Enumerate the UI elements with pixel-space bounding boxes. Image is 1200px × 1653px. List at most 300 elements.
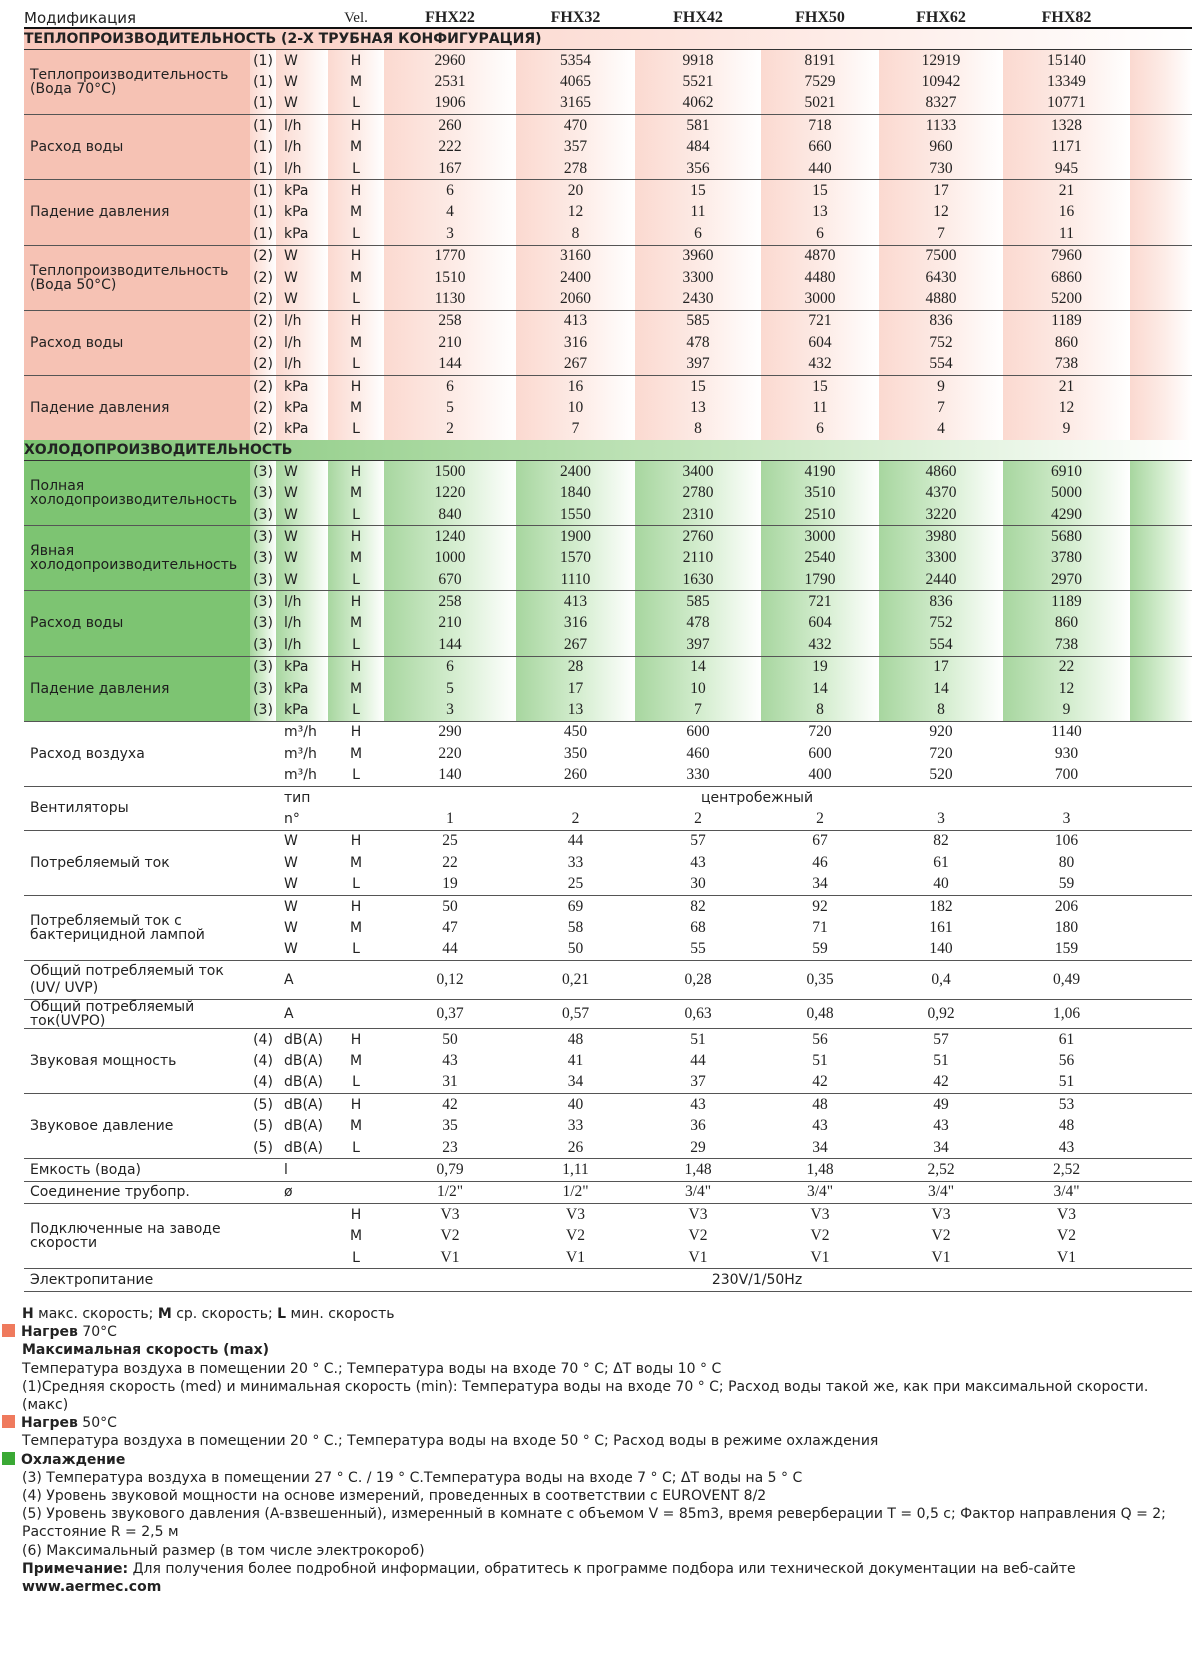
unit: kPa	[276, 397, 328, 418]
value-cell: 6	[384, 375, 516, 397]
row-spacer	[1130, 656, 1192, 678]
ref-note	[250, 873, 276, 895]
value-cell: 5021	[761, 93, 879, 115]
value-cell: 14	[761, 678, 879, 699]
unit: n°	[284, 810, 300, 827]
speed	[328, 1000, 384, 1029]
speed: M	[349, 854, 363, 871]
value-cell: V3	[879, 1204, 1003, 1226]
unit: kPa	[276, 180, 328, 202]
ref-note: (3)	[250, 461, 276, 483]
row-label: Вентиляторы	[24, 786, 250, 830]
value-cell: 10	[635, 678, 761, 699]
speed: H	[328, 375, 384, 397]
heat70-conditions: Температура воздуха в помещении 20 ° C.; Температура воды на входе 70 ° C; ΔT воды 10 ° C	[22, 1360, 722, 1377]
value-cell: 470	[516, 115, 635, 137]
value-cell: 0,49	[1003, 961, 1130, 1000]
value-cell: 2400	[516, 461, 635, 483]
ref-note: (1)	[250, 158, 276, 180]
value-cell: 13	[635, 397, 761, 418]
value-cell: 51	[933, 1052, 949, 1070]
value-cell: 42	[933, 1073, 949, 1091]
speed: H	[328, 180, 384, 202]
value-cell: 460	[686, 744, 710, 762]
unit: ø	[276, 1181, 328, 1203]
value-cell: V2	[1057, 1227, 1076, 1245]
table-row	[24, 50, 1192, 72]
value-cell: 15	[635, 180, 761, 202]
unit: dB(A)	[284, 1074, 323, 1091]
row-spacer	[1130, 569, 1192, 591]
footnotes	[22, 1305, 1182, 1596]
value-cell: 57	[635, 830, 761, 852]
value-cell: 1,06	[1003, 1000, 1130, 1029]
ref-note: (1)	[250, 50, 276, 72]
row-spacer	[1130, 852, 1192, 873]
value-cell: 8	[761, 699, 879, 721]
value-cell: 2	[384, 419, 516, 440]
row-spacer	[1130, 375, 1192, 397]
value-cell: 397	[635, 353, 761, 375]
speed: L	[352, 1139, 360, 1156]
value-cell: 33	[567, 1117, 584, 1135]
row-label: Общий потребляемый ток (UV/ UVP)	[24, 961, 250, 1000]
value-cell: 43	[933, 1117, 949, 1135]
ref-note	[250, 1000, 276, 1029]
value-cell: 738	[1003, 353, 1130, 375]
value-cell: 167	[384, 158, 516, 180]
value-cell: 1570	[516, 548, 635, 569]
value-cell: 8191	[761, 50, 879, 72]
value-cell: 21	[1003, 180, 1130, 202]
unit: kPa	[276, 678, 328, 699]
value-cell: 29	[690, 1138, 706, 1156]
value-cell: 67	[761, 830, 879, 852]
speed: L	[328, 223, 384, 245]
speed: L	[328, 288, 384, 310]
value-cell: 1000	[384, 548, 516, 569]
unit: W	[276, 288, 328, 310]
speed: H	[328, 461, 384, 483]
value-cell: 1,48	[635, 1159, 761, 1181]
value-cell: 48	[761, 1094, 879, 1116]
unit: l/h	[276, 353, 328, 375]
note-1: (1)Средняя скорость (med) и минимальная скорость (min): Температура воды на входе 70 ° C; Расход воды такой же, как при максимальной скорости. (макс)	[22, 1378, 1149, 1414]
value-cell: 42	[384, 1094, 516, 1116]
unit: W	[276, 569, 328, 591]
heat50-conditions: Температура воздуха в помещении 20 ° C.; Температура воды на входе 50 ° C; Расход воды в режиме охлаждения	[22, 1433, 879, 1450]
value-cell: 59	[812, 940, 828, 958]
speed: H	[328, 50, 384, 72]
row-spacer	[1130, 461, 1192, 483]
value-cell: 15	[635, 375, 761, 397]
value-cell: 1130	[384, 288, 516, 310]
speed: M	[328, 678, 384, 699]
col-header-model: FHX50	[761, 8, 879, 28]
unit: dB(A)	[284, 1053, 323, 1070]
value-cell: 51	[1058, 1073, 1075, 1091]
value-cell: 0,79	[384, 1159, 516, 1181]
value-cell: 2,52	[879, 1159, 1003, 1181]
col-header-model: FHX42	[635, 8, 761, 28]
value-cell: 1,48	[761, 1159, 879, 1181]
row-spacer	[1130, 678, 1192, 699]
value-cell: 1189	[1003, 591, 1130, 613]
value-cell: 55	[690, 940, 706, 958]
unit: kPa	[276, 656, 328, 678]
ref-note: (3)	[250, 699, 276, 721]
value-cell: 3	[1062, 809, 1071, 827]
speed	[328, 808, 384, 830]
value-cell: 267	[516, 353, 635, 375]
row-spacer	[1130, 115, 1192, 137]
ref-note: (5)	[250, 1094, 276, 1116]
value-cell: V1	[931, 1248, 951, 1266]
col-header-modification: Модификация	[24, 8, 328, 28]
value-cell: 19	[761, 656, 879, 678]
value-cell: 604	[761, 613, 879, 634]
note-6: (6) Максимальный размер (в том числе электрокороб)	[22, 1542, 425, 1559]
value-cell: 290	[384, 721, 516, 743]
speed: M	[328, 613, 384, 634]
value-cell: 5000	[1003, 482, 1130, 503]
speed: L	[328, 504, 384, 526]
value-cell: 1328	[1003, 115, 1130, 137]
speed: L	[352, 1074, 360, 1091]
value-cell: 11	[1003, 223, 1130, 245]
unit	[276, 1247, 328, 1269]
row-spacer	[1130, 743, 1192, 764]
value-cell: 17	[879, 180, 1003, 202]
value-cell: 2970	[1003, 569, 1130, 591]
row-spacer	[1130, 786, 1192, 808]
value-cell: 1630	[635, 569, 761, 591]
value-cell: 2310	[635, 504, 761, 526]
value-cell: 41	[567, 1052, 584, 1070]
value-cell: 316	[516, 613, 635, 634]
table-row	[24, 786, 1192, 808]
value-cell: 3300	[879, 548, 1003, 569]
table-row	[24, 115, 1192, 137]
ref-note	[250, 939, 276, 961]
value-cell: 700	[1054, 766, 1079, 784]
unit: W	[276, 267, 328, 288]
ref-note: (3)	[250, 613, 276, 634]
row-spacer	[1130, 180, 1192, 202]
value-cell: 3220	[879, 504, 1003, 526]
value-cell: 1500	[384, 461, 516, 483]
value-cell: 3	[937, 809, 945, 827]
speed: H	[328, 895, 384, 917]
value-cell: 30	[690, 875, 706, 893]
unit	[276, 1226, 328, 1247]
row-label: Соединение трубопр.	[24, 1181, 250, 1203]
value-cell: 40	[933, 875, 949, 893]
row-spacer	[1130, 1181, 1192, 1203]
ref-note: (2)	[250, 397, 276, 418]
value-cell: 210	[384, 332, 516, 353]
value-cell: 840	[384, 504, 516, 526]
value-cell: 59	[1058, 875, 1075, 893]
value-cell: 484	[635, 137, 761, 158]
value-cell: 4065	[516, 71, 635, 92]
value-cell: V1	[566, 1248, 585, 1266]
note-3: (3) Температура воздуха в помещении 27 ° C. / 19 ° C.Температура воды на входе 7 ° C; ΔT воды на 5 ° C	[22, 1469, 803, 1486]
value-cell: 43	[812, 1117, 828, 1135]
row-spacer	[1130, 1269, 1192, 1291]
value-cell: 554	[879, 353, 1003, 375]
ref-note: (4)	[253, 1053, 273, 1070]
value-cell: 0,92	[879, 1000, 1003, 1029]
ref-note: (4)	[253, 1074, 273, 1091]
unit: W	[284, 854, 298, 871]
row-spacer	[1130, 939, 1192, 961]
section-title: ХОЛОДОПРОИЗВОДИТЕЛЬНОСТЬ	[24, 440, 1192, 461]
speed	[328, 786, 384, 808]
col-header-model: FHX22	[384, 8, 516, 28]
speed: M	[349, 745, 363, 762]
unit: W	[276, 71, 328, 92]
value-cell: 82	[635, 895, 761, 917]
value-cell: V2	[566, 1227, 585, 1245]
value-cell: 278	[516, 158, 635, 180]
value-cell: 2	[694, 809, 702, 827]
value-cell: 9918	[635, 50, 761, 72]
ref-note: (1)	[250, 137, 276, 158]
value-cell: 56	[761, 1029, 879, 1051]
table-row	[24, 591, 1192, 613]
value-cell: 46	[812, 853, 828, 871]
value-cell: 960	[879, 137, 1003, 158]
section-title: ТЕПЛОПРОИЗВОДИТЕЛЬНОСТЬ (2-Х ТРУБНАЯ КОНФИГУРАЦИЯ)	[24, 28, 1192, 50]
value-cell: V3	[1003, 1204, 1130, 1226]
value-cell: 4062	[635, 93, 761, 115]
value-cell: 440	[761, 158, 879, 180]
speed: H	[328, 526, 384, 548]
col-header-model: FHX32	[516, 8, 635, 28]
table-row	[24, 1159, 1192, 1181]
speed: H	[328, 591, 384, 613]
value-cell: 604	[761, 332, 879, 353]
row-spacer	[1130, 353, 1192, 375]
value-cell: 16	[1003, 202, 1130, 223]
spec-table	[24, 8, 1192, 1292]
header-spacer	[1130, 8, 1192, 28]
value-cell: V2	[810, 1227, 830, 1245]
value-cell: 53	[1003, 1094, 1130, 1116]
unit: W	[276, 93, 328, 115]
unit: kPa	[276, 419, 328, 440]
ref-note: (1)	[250, 180, 276, 202]
value-cell: 4860	[879, 461, 1003, 483]
speed: L	[328, 419, 384, 440]
value-cell: 6	[384, 656, 516, 678]
value-cell: 6	[761, 223, 879, 245]
value-cell: 718	[761, 115, 879, 137]
value-cell: 2440	[879, 569, 1003, 591]
row-spacer	[1130, 1226, 1192, 1247]
value-cell: 3	[384, 699, 516, 721]
value-cell: V2	[440, 1227, 460, 1245]
value-cell: 144	[384, 353, 516, 375]
row-spacer	[1130, 1159, 1192, 1181]
website-link[interactable]: www.aermec.com	[22, 1579, 162, 1596]
unit: kPa	[276, 375, 328, 397]
value-cell: 752	[879, 332, 1003, 353]
value-cell: 0,12	[384, 961, 516, 1000]
heating-swatch	[2, 1415, 15, 1428]
speed: M	[349, 919, 363, 936]
ref-note: (3)	[250, 526, 276, 548]
ref-note: (3)	[250, 634, 276, 656]
value-cell: 61	[933, 853, 949, 871]
speed: H	[328, 310, 384, 332]
unit: m³/h	[276, 721, 328, 743]
speed: H	[328, 1204, 384, 1226]
speed: M	[328, 137, 384, 158]
value-cell: 4870	[761, 245, 879, 267]
row-spacer	[1130, 397, 1192, 418]
table-row	[24, 656, 1192, 678]
row-label: Общий потребляемый ток(UVPO)	[24, 1000, 250, 1029]
value-cell: 0,35	[761, 961, 879, 1000]
value-cell: 2540	[761, 548, 879, 569]
value-cell: 3000	[761, 526, 879, 548]
value-cell: 69	[516, 895, 635, 917]
value-cell: 2400	[516, 267, 635, 288]
value-cell: 8327	[879, 93, 1003, 115]
value-cell: 860	[1003, 332, 1130, 353]
row-label: Емкость (вода)	[24, 1159, 250, 1181]
unit: m³/h	[284, 767, 317, 784]
unit: W	[276, 461, 328, 483]
value-cell: 50	[384, 1029, 516, 1051]
value-cell: 11	[761, 397, 879, 418]
speed: L	[352, 876, 360, 893]
value-cell: 0,21	[516, 961, 635, 1000]
value-cell: 258	[384, 591, 516, 613]
row-label: Полная холодопроизводительность	[24, 461, 250, 526]
ref-note: (1)	[250, 202, 276, 223]
value-cell: 554	[879, 634, 1003, 656]
value-cell: 25	[567, 875, 584, 893]
speed: L	[352, 941, 360, 958]
unit: W	[276, 50, 328, 72]
ref-note	[250, 852, 276, 873]
value-cell: 1110	[516, 569, 635, 591]
value-cell: 92	[761, 895, 879, 917]
speed: L	[328, 634, 384, 656]
value-cell: 49	[879, 1094, 1003, 1116]
speed	[328, 1159, 384, 1181]
speed-legend: H макс. скорость; M ср. скорость; L мин. скорость	[22, 1306, 395, 1322]
ref-note: (2)	[250, 419, 276, 440]
value-cell: 0,4	[879, 961, 1003, 1000]
value-cell: 730	[879, 158, 1003, 180]
table-row	[24, 1181, 1192, 1203]
value-cell: 413	[516, 591, 635, 613]
value-cell: 15	[761, 180, 879, 202]
row-label: Потребляемый ток	[24, 830, 250, 895]
value-cell: 220	[438, 744, 462, 762]
ref-note	[250, 1204, 276, 1226]
value-cell: 7	[516, 419, 635, 440]
value-cell: 330	[686, 766, 710, 784]
value-cell: 2060	[516, 288, 635, 310]
value-cell: 6	[384, 180, 516, 202]
value-cell: 14	[635, 656, 761, 678]
row-spacer	[1130, 93, 1192, 115]
table-row	[24, 245, 1192, 267]
row-spacer	[1130, 526, 1192, 548]
speed: M	[328, 548, 384, 569]
value-cell: 12	[1003, 397, 1130, 418]
col-header-vel: Vel.	[328, 8, 384, 28]
value-cell: 5	[384, 678, 516, 699]
row-spacer	[1130, 917, 1192, 938]
value-cell: 720	[929, 744, 953, 762]
value-cell: 4480	[761, 267, 879, 288]
ref-note	[250, 1269, 276, 1291]
value-cell: 1900	[516, 526, 635, 548]
value-cell: 600	[635, 721, 761, 743]
speed: L	[328, 569, 384, 591]
value-cell: 51	[635, 1029, 761, 1051]
value-cell: 61	[1003, 1029, 1130, 1051]
value-cell: 3	[384, 223, 516, 245]
row-label: Падение давления	[24, 656, 250, 721]
value-cell: 3000	[761, 288, 879, 310]
value-cell: 12	[1003, 678, 1130, 699]
value-cell: 13	[761, 202, 879, 223]
speed: L	[352, 767, 360, 784]
row-spacer	[1130, 1000, 1192, 1029]
value-cell: 7529	[761, 71, 879, 92]
value-cell: 3960	[635, 245, 761, 267]
unit: W	[276, 895, 328, 917]
row-spacer	[1130, 873, 1192, 895]
row-label: Теплопроизводительность (Вода 50°C)	[24, 245, 250, 310]
value-cell: 2780	[635, 482, 761, 503]
value-cell: 413	[516, 310, 635, 332]
unit: kPa	[276, 223, 328, 245]
cooling-swatch	[2, 1452, 15, 1465]
value-cell: 260	[563, 766, 588, 784]
speed: L	[328, 158, 384, 180]
speed: L	[352, 1249, 360, 1266]
unit: W	[284, 876, 298, 893]
row-spacer	[1130, 961, 1192, 1000]
value-cell: 43	[635, 1094, 761, 1116]
value-cell: 144	[384, 634, 516, 656]
speed: L	[328, 93, 384, 115]
value-cell: 3/4"	[635, 1181, 761, 1203]
speed: M	[349, 1053, 363, 1070]
ref-note: (2)	[250, 245, 276, 267]
unit: l/h	[276, 613, 328, 634]
speed: M	[328, 71, 384, 92]
value-cell: 2	[816, 809, 824, 827]
value-cell: 920	[879, 721, 1003, 743]
row-spacer	[1130, 591, 1192, 613]
row-label: Расход воды	[24, 115, 250, 180]
header-row	[24, 8, 1192, 28]
value-cell: V2	[931, 1227, 951, 1245]
value-cell: 860	[1003, 613, 1130, 634]
speed: M	[328, 267, 384, 288]
value-cell: 222	[384, 137, 516, 158]
value-cell: 7	[879, 223, 1003, 245]
